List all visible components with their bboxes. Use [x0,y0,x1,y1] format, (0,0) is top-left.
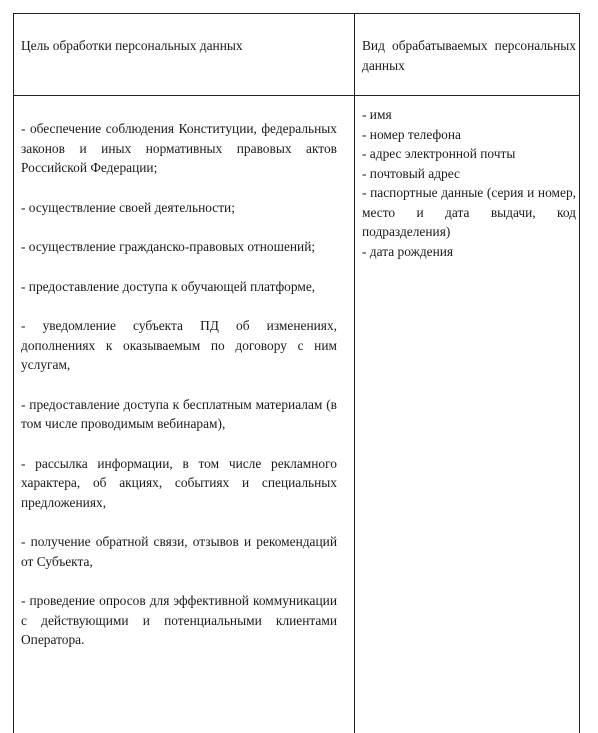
header-purpose-cell [21,36,351,56]
purpose-item: - проведение опросов для эффективной коммуникации с действующими и потенциальными клиентами Оператора. [21,593,337,647]
purpose-item: - предоставление доступа к бесплатным материалам (в том числе проводимым вебинарам), [21,396,337,431]
personal-data-table [13,13,580,733]
data-type-item: - паспортные данные (серия и номер, место и дата выдачи, код подразделения) [362,185,576,239]
header-purpose-text: Цель обработки персональных данных [21,38,243,53]
purpose-item: - обеспечение соблюдения Конституции, федеральных законов и иных нормативных правовых актов Российской Федерации; [21,121,337,175]
data-type-item: - почтовый адрес [362,165,460,181]
column-divider [354,14,355,733]
data-type-item: - имя [362,107,392,122]
purposes-cell [21,119,337,670]
purpose-item: - уведомление субъекта ПД об изменениях, дополнениях к оказываемым по договору с ним услугам, [21,318,337,372]
header-data-type-text: Вид обрабатываемых персональных данных [362,38,576,73]
purpose-item: - осуществление гражданско-правовых отношений; [21,239,316,254]
purpose-item: - осуществление своей деятельности; [21,199,235,215]
purpose-item: - предоставление доступа к обучающей платформе, [21,278,316,294]
data-type-item: - номер телефона [362,126,461,142]
purpose-item: - получение обратной связи, отзывов и рекомендаций от Субъекта, [21,534,337,569]
header-data-type-cell [362,36,576,75]
purpose-item: - рассылка информации, в том числе рекламного характера, об акциях, событиях и специальных предложениях, [21,455,337,510]
data-types-cell [362,105,576,261]
data-type-item: - адрес электронной почты [362,146,516,161]
data-type-item: - дата рождения [362,243,454,259]
header-divider [14,95,579,96]
